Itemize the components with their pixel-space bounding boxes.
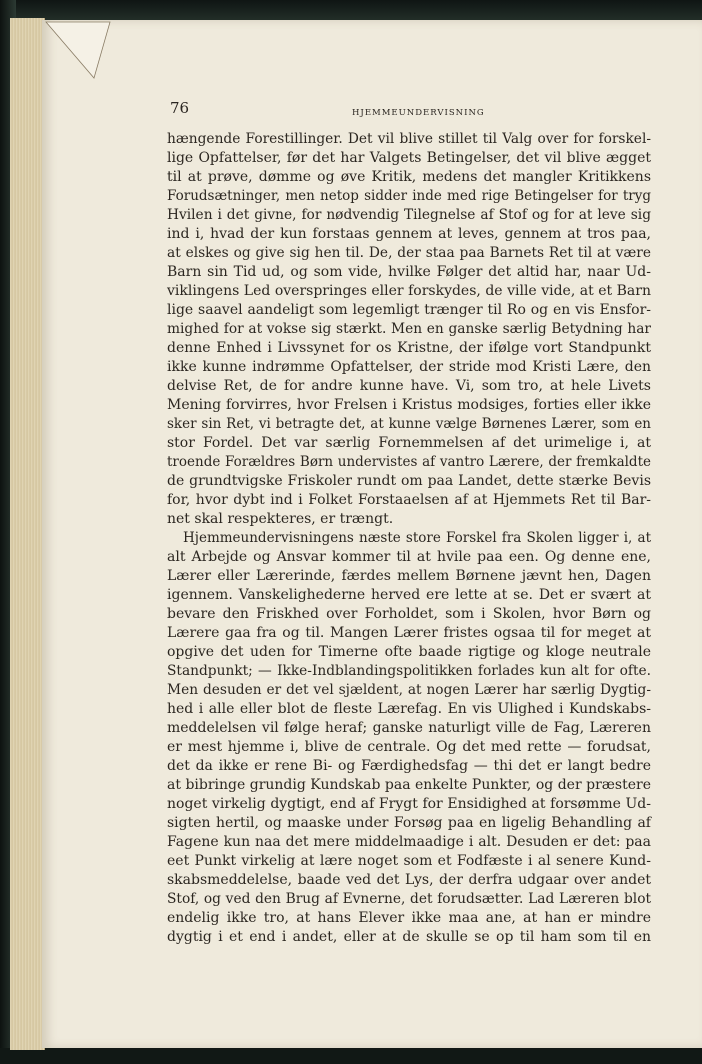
text-line: ind i, hvad der kun forstaas gennem at leves, gennem at tros paa,	[167, 226, 651, 242]
page-number: 76	[170, 99, 190, 117]
text-line: Men desuden er det vel sjældent, at nogen Lærer har særlig Dygtig-	[167, 682, 651, 698]
text-line: meddelelsen vil følge heraf; ganske naturligt ville de Fag, Læreren	[167, 720, 651, 736]
text-line: Barn sin Tid ud, og som vide, hvilke Følger det altid har, naar Ud-	[167, 264, 651, 280]
text-line: at bibringe grundig Kundskab paa enkelte Punkter, og der præstere	[167, 777, 651, 793]
text-line: Fagene kun naa det mere middelmaadige i alt. Desuden er det: paa	[167, 834, 651, 850]
text-line: mighed for at vokse sig stærkt. Men en ganske særlig Betydning har	[167, 321, 651, 337]
text-line: eet Punkt virkelig at lære noget som et Fodfæste i al senere Kund-	[167, 853, 651, 869]
text-line: ikke kunne indrømme Opfattelser, der stride mod Kristi Lære, den	[167, 359, 651, 375]
text-line: endelig ikke tro, at hans Elever ikke maa ane, at han er mindre	[167, 910, 651, 926]
text-line: net skal respekteres, er trængt.	[167, 511, 394, 527]
book-binding-bottom	[0, 1048, 702, 1064]
text-line: Hjemmeundervisningens næste store Forskel fra Skolen ligger i, at	[183, 530, 651, 546]
page-fold-corner	[44, 20, 112, 80]
text-line: for, hvor dybt ind i Folket Forstaaelsen af at Hjemmets Ret til Bar-	[167, 492, 651, 508]
text-line: stor Fordel. Det var særlig Fornemmelsen af det urimelige i, at	[167, 435, 651, 451]
text-line: Stof, og ved den Brug af Evnerne, det forudsætter. Lad Læreren blot	[167, 891, 651, 907]
text-line: noget virkelig dygtigt, end af Frygt for Ensidighed at forsømme Ud-	[167, 796, 651, 812]
text-line: denne Enhed i Livssynet for os Kristne, der ifølge vort Standpunkt	[167, 340, 651, 356]
text-line: det da ikke er rene Bi- og Færdighedsfag — thi det er langt bedre	[167, 758, 651, 774]
text-line: sker sin Ret, vi betragte det, at kunne vælge Børnenes Lærer, som en	[167, 416, 651, 432]
text-line: Hvilen i det givne, for nødvendig Tilegnelse af Stof og for at leve sig	[167, 207, 651, 223]
text-line: Lærere gaa fra og til. Mangen Lærer fristes ogsaa til for meget at	[167, 625, 651, 641]
page-edges	[10, 18, 45, 1050]
text-line: lige Opfattelser, før det har Valgets Betingelser, det vil blive ægget	[167, 150, 651, 166]
text-line: troende Forældres Børn undervistes af vantro Lærere, der fremkaldte	[167, 454, 651, 470]
running-head: HJEMMEUNDERVISNING	[352, 108, 485, 118]
text-line: igennem. Vanskelighederne herved ere lette at se. Det er svært at	[167, 587, 651, 603]
text-line: hed i alle eller blot de fleste Lærefag. En vis Ulighed i Kundskabs-	[167, 701, 651, 717]
text-line: delvise Ret, de for andre kunne have. Vi, som tro, at hele Livets	[167, 378, 651, 394]
text-line: Forudsætninger, men netop sidder inde med rige Betingelser for tryg	[167, 188, 651, 204]
text-line: dygtig i et end i andet, eller at de skulle se op til ham som til en	[167, 929, 651, 945]
text-line: lige saavel aandeligt som legemligt trænger til Ro og en vis Ensfor-	[167, 302, 651, 318]
text-line: hængende Forestillinger. Det vil blive stillet til Valg over for forskel-	[167, 131, 651, 147]
text-line: opgive det uden for Timerne ofte baade rigtige og kloge neutrale	[167, 644, 651, 660]
text-line: de grundtvigske Friskoler rundt om paa Landet, dette stærke Bevis	[167, 473, 651, 489]
text-line: at elskes og give sig hen til. De, der staa paa Barnets Ret til at være	[167, 245, 651, 261]
text-line: Mening forvirres, hvor Frelsen i Kristus modsiges, forties eller ikke	[167, 397, 651, 413]
text-line: alt Arbejde og Ansvar kommer til at hvile paa een. Og denne ene,	[167, 549, 651, 565]
text-line: skabsmeddelelse, baade ved det Lys, der derfra udgaar over andet	[167, 872, 651, 888]
text-line: Standpunkt; — Ikke-Indblandingspolitikken forlades kun alt for ofte.	[167, 663, 651, 679]
body-text	[167, 130, 651, 947]
book-binding-top	[0, 0, 702, 22]
text-line: bevare den Friskhed over Forholdet, som i Skolen, hvor Børn og	[167, 606, 651, 622]
text-line: er mest hjemme i, blive de centrale. Og det med rette — forudsat,	[167, 739, 651, 755]
text-line: sigten hertil, og maaske under Forsøg paa en ligelig Behandling af	[167, 815, 651, 831]
text-line: viklingens Led overspringes eller forskydes, de ville vide, at et Barn	[167, 283, 651, 299]
text-line: til at prøve, dømme og øve Kritik, medens det mangler Kritikkens	[167, 169, 651, 185]
text-line: Lærer eller Lærerinde, færdes mellem Børnene jævnt hen, Dagen	[167, 568, 651, 584]
